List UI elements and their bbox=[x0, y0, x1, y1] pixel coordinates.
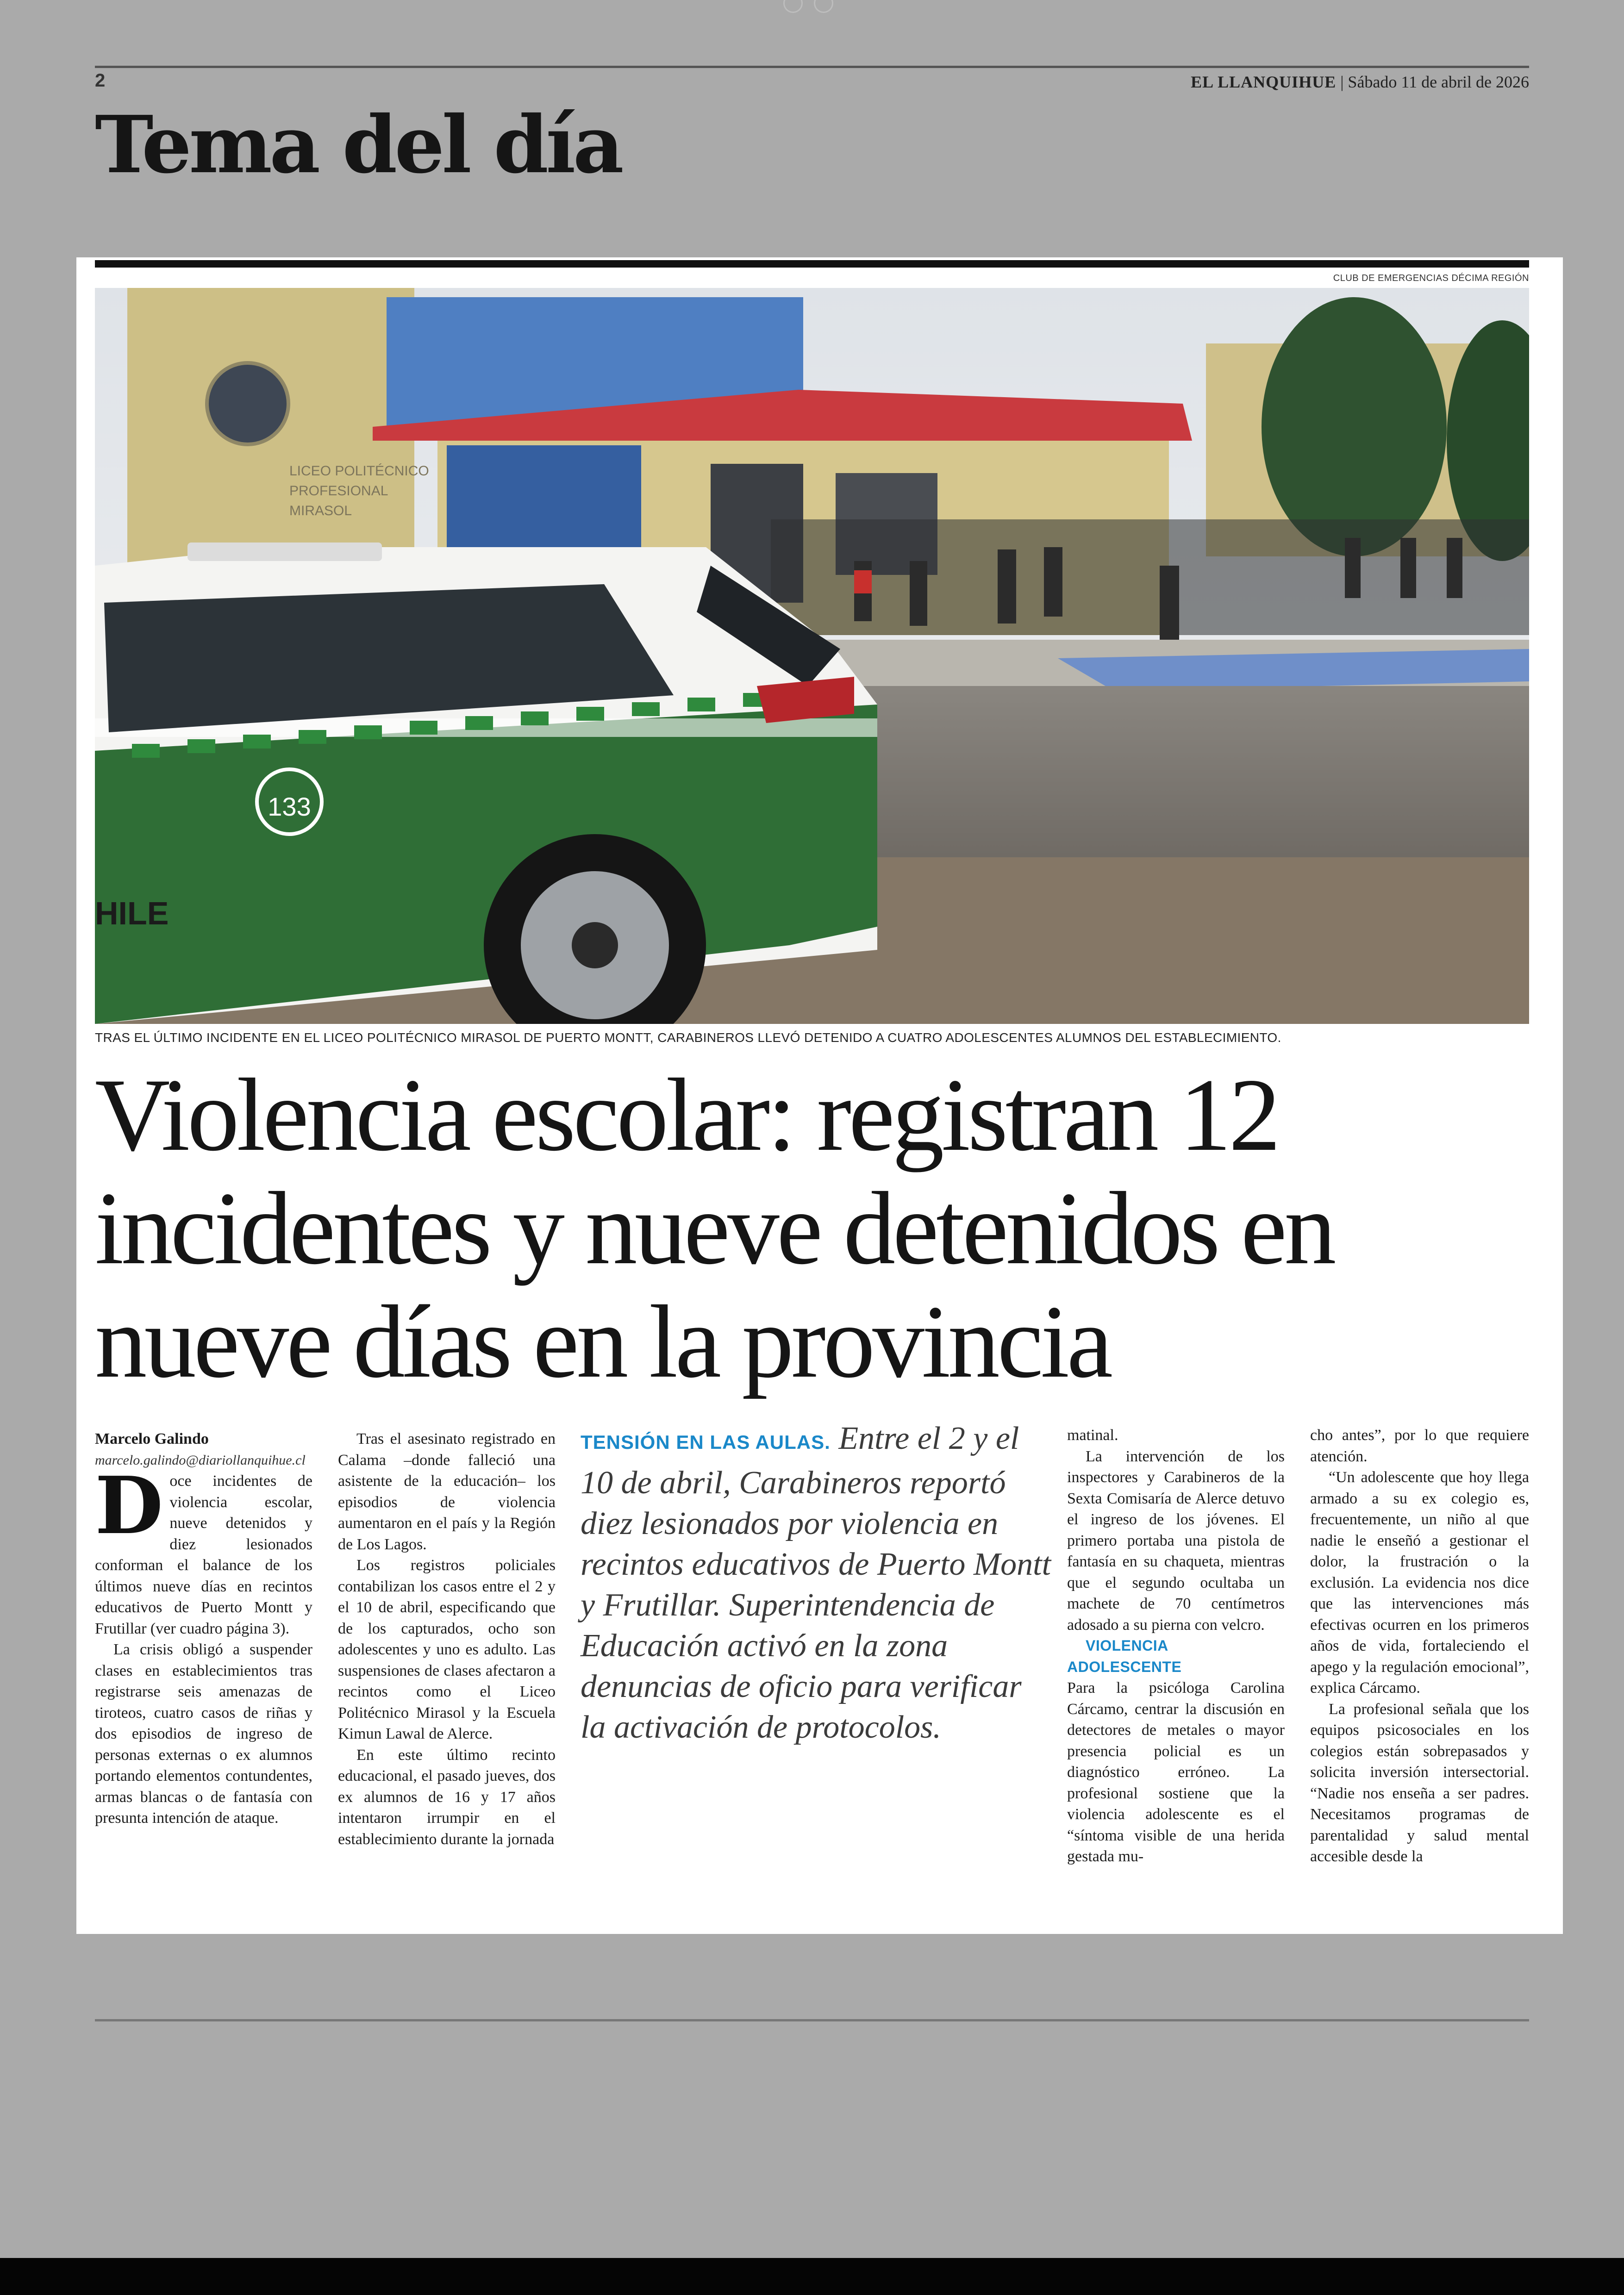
car-lettering: HILE bbox=[95, 895, 169, 931]
issue-date: Sábado 11 de abril de 2026 bbox=[1348, 73, 1529, 91]
article-paragraph: Los registros policiales contabilizan los casos entre el 2 y el 10 de abril, especificando que de los capturados, ocho son adolescentes y uno es adulto. Las suspensiones de clases afectaron a recintos como el Liceo Politécnico Mirasol y la Escuela Kimun Lawal de Alerce. bbox=[338, 1557, 556, 1742]
article-paragraph: matinal. bbox=[1067, 1427, 1118, 1444]
photo-caption: TRAS EL ÚLTIMO INCIDENTE EN EL LICEO POLITÉCNICO MIRASOL DE PUERTO MONTT, CARABINEROS LLEVÓ DETENIDO A CUATRO ADOLESCENTES ALUMNOS DEL ESTABLECIMIENTO. bbox=[95, 1030, 1281, 1045]
lead-kicker: TENSIÓN EN LAS AULAS. bbox=[581, 1431, 831, 1453]
subheading: VIOLENCIA ADOLESCENTE bbox=[1067, 1637, 1182, 1675]
svg-text:LICEO POLITÉCNICO: LICEO POLITÉCNICO bbox=[289, 463, 429, 479]
article-paragraph: cho antes”, por lo que requiere atención. bbox=[1310, 1427, 1529, 1465]
article-paragraph: “Un adolescente que hoy llega armado a su ex colegio es, frecuentemente, un niño al que nadie le enseñó a gestionar el dolor, la frustración o la exclusión. La evidencia nos dice que las intervenciones más efectivas ocurren en los primeros años de vida, fortaleciendo el apego y la regulación emocional”, explica Cárcamo. bbox=[1310, 1469, 1529, 1696]
article-column-4 bbox=[1067, 1425, 1285, 1867]
drop-cap: D bbox=[95, 1459, 163, 1552]
article-column-5 bbox=[1310, 1425, 1529, 1867]
article-lead bbox=[581, 1418, 1053, 1748]
page-indicator-dots bbox=[778, 0, 843, 14]
article-column-1 bbox=[95, 1428, 312, 1829]
masthead-separator: | bbox=[1340, 73, 1344, 91]
viewer-bottom-bar bbox=[0, 2258, 1624, 2295]
article-paragraph: La intervención de los inspectores y Carabineros de la Sexta Comisaría de Alerce detuvo el ingreso de los jóvenes. El primero portaba una pistola de fantasía en su chaqueta, mientras que el segundo ocultaba un machete de 70 centímetros adosado a su pierna con velcro. bbox=[1067, 1447, 1285, 1634]
article-paragraph: Tras el asesinato registrado en Calama –donde falleció una asistente de la educación– los episodios de violencia aumentaron en el país y la Región de Los Lagos. bbox=[338, 1430, 556, 1553]
police-car bbox=[95, 543, 877, 1024]
author-name: Marcelo Galindo bbox=[95, 1430, 209, 1447]
paper-name: EL LLANQUIHUE bbox=[1191, 73, 1337, 91]
article-paragraph: Doce incidentes de violencia escolar, nueve detenidos y diez lesionados conforman el balance de los últimos nueve días en recintos educativos de Puerto Montt y Frutillar (ver cuadro página 3). bbox=[95, 1459, 312, 1637]
photo-credit: CLUB DE EMERGENCIAS DÉCIMA REGIÓN bbox=[1333, 273, 1529, 283]
article-column-2 bbox=[338, 1428, 556, 1850]
svg-text:MIRASOL: MIRASOL bbox=[289, 503, 352, 518]
article-photo bbox=[95, 288, 1529, 1024]
page-number: 2 bbox=[95, 70, 106, 91]
lead-text: Entre el 2 y el 10 de abril, Carabineros reportó diez lesionados por violencia en recintos educativos de Puerto Montt y Frutillar. Superintendencia de Educación activó en la zona denuncias de oficio para verificar la activación de protocolos. bbox=[581, 1421, 1051, 1745]
article-headline: Violencia escolar: registran 12 incidentes y nueve detenidos en nueve días en la provincia bbox=[95, 1057, 1334, 1399]
author-email: marcelo.galindo@diariollanquihue.cl bbox=[95, 1452, 306, 1468]
masthead bbox=[1191, 72, 1529, 92]
article-paragraph: La crisis obligó a suspender clases en establecimientos tras registrarse seis amenazas de tiroteos, cuatro casos de riñas y dos episodios de ingreso de personas externas o ex alumnos portando elementos contundentes, armas blancas o de fantasía con presunta intención de ataque. bbox=[95, 1641, 312, 1827]
article-top-bar bbox=[95, 260, 1529, 268]
article-paragraph: En este último recinto educacional, el pasado jueves, dos ex alumnos de 16 y 17 años intentaron irrumpir en el establecimiento durante la jornada bbox=[338, 1746, 556, 1848]
article-paragraph: La profesional señala que los equipos psicosociales en los colegios están sobrepasados y solicita inversión intersectorial. “Nadie nos enseña a ser padres. Necesitamos programas de parentalidad y salud mental accesible desde la bbox=[1310, 1700, 1529, 1865]
header-rule bbox=[95, 66, 1529, 68]
section-title: Tema del día bbox=[95, 99, 621, 191]
article-panel bbox=[76, 257, 1563, 1934]
car-number: 133 bbox=[268, 792, 311, 821]
svg-text:PROFESIONAL: PROFESIONAL bbox=[289, 483, 388, 499]
article-paragraph: Para la psicóloga Carolina Cárcamo, centrar la discusión en detectores de metales o mayor presencia policial es un diagnóstico erróneo. La profesional sostiene que la violencia adolescente es el “síntoma visible de una herida gestada mu- bbox=[1067, 1679, 1285, 1865]
footer-rule bbox=[95, 2019, 1529, 2021]
